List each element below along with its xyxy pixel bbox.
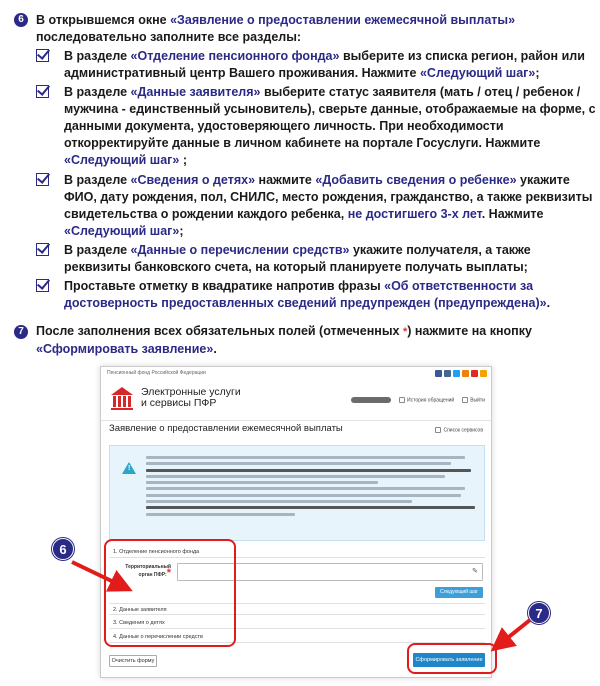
rss-icon[interactable] <box>480 370 487 377</box>
arrow-6-icon <box>64 556 134 596</box>
services-icon <box>435 427 441 433</box>
exit-icon <box>462 397 468 403</box>
info-notice <box>109 445 485 541</box>
top-bar-text: Пенсионный фонд Российской Федерации <box>107 370 206 376</box>
facebook-icon[interactable] <box>435 370 442 377</box>
notice-text-placeholder <box>146 456 478 519</box>
annotation-badge-6: 6 <box>52 538 74 560</box>
step-7-text: После заполнения всех обязательных полей (отмеченных *) нажмите на кнопку «Сформировать заявление». <box>36 324 532 356</box>
checklist-item-text: В разделе «Данные заявителя» выберите статус заявителя (мать / отец / ребенок / мужчина - единственный усыновитель), сверьте данные, отображаемые на форме, с данными документа, удостоверяющего личность. При необходимости откорректируйте данные в личном кабинете на портале Госуслуги. Нажмите «Следующий шаг» ; <box>64 85 596 167</box>
submit-application-button[interactable]: Сформировать заявление <box>413 653 485 667</box>
required-star-icon: * <box>402 326 408 338</box>
intro-highlight: «Заявление о предоставлении ежемесячной выплаты» <box>170 13 516 27</box>
section-1-header[interactable]: 1. Отделение пенсионного фонда <box>109 546 485 558</box>
territorial-office-label: Территориальный орган ПФР:* <box>125 564 171 579</box>
warning-icon: ! <box>122 462 136 474</box>
arrow-7-icon <box>488 614 538 654</box>
social-icons <box>435 370 487 377</box>
intro-text-2: последовательно заполните все разделы: <box>36 30 302 44</box>
history-icon <box>399 397 405 403</box>
checkbox-icon <box>36 173 49 186</box>
vk-icon[interactable] <box>444 370 451 377</box>
checkbox-icon <box>36 243 49 256</box>
section-3-header[interactable]: 3. Сведения о детях <box>109 617 485 629</box>
checklist-item-text: В разделе «Данные о перечислении средств» укажите получателя, а также реквизиты банковского счета, на который планируете получать выплаты; <box>64 243 531 274</box>
checkbox-icon <box>36 85 49 98</box>
brand-title: Электронные услуги и сервисы ПФР <box>141 386 241 409</box>
twitter-icon[interactable] <box>453 370 460 377</box>
checkbox-icon <box>36 49 49 62</box>
page-title: Заявление о предоставлении ежемесячной выплаты <box>109 423 343 434</box>
next-step-button[interactable]: Следующий шаг <box>435 587 483 598</box>
step-7-number: 7 <box>14 325 28 339</box>
section-4-header[interactable]: 4. Данные о перечислении средств <box>109 631 485 643</box>
clear-form-button[interactable]: Очистить форму <box>109 655 157 667</box>
history-link[interactable]: История обращений <box>399 397 454 403</box>
section-2-header[interactable]: 2. Данные заявителя <box>109 603 485 615</box>
step-6-number: 6 <box>14 13 28 27</box>
pfr-logo-icon <box>109 385 135 411</box>
step-6-intro <box>36 12 586 46</box>
checklist-item-text: Проставьте отметку в квадратике напротив фразы «Об ответственности за достоверность предоставленных сведений предупрежден (предупреждена)». <box>64 279 551 310</box>
annotation-badge-7: 7 <box>528 602 550 624</box>
services-link[interactable]: Список сервисов <box>435 427 483 433</box>
checklist-item-text: В разделе «Сведения о детях» нажмите «Добавить сведения о ребенке» укажите ФИО, дату рождения, пол, СНИЛС, место рождения, гражданство, а также реквизиты свидетельства о рождении каждого ребенка, не достигшего 3-х лет. Нажмите «Следующий шаг»; <box>64 173 593 238</box>
checklist-item-text: В разделе «Отделение пенсионного фонда» выберите из списка регион, район или административный центр Вашего проживания. Нажмите «Следующий шаг»; <box>64 49 585 80</box>
ok-icon[interactable] <box>462 370 469 377</box>
user-name-redacted[interactable] <box>351 397 391 403</box>
pencil-icon[interactable]: ✎ <box>472 568 478 575</box>
youtube-icon[interactable] <box>471 370 478 377</box>
intro-text: В открывшемся окне <box>36 13 171 27</box>
exit-link[interactable]: Выйти <box>462 397 485 403</box>
checkbox-icon <box>36 279 49 292</box>
user-area <box>351 397 485 403</box>
submit-highlight-box <box>407 643 497 674</box>
top-bar <box>101 367 491 381</box>
brand-header <box>101 381 491 421</box>
